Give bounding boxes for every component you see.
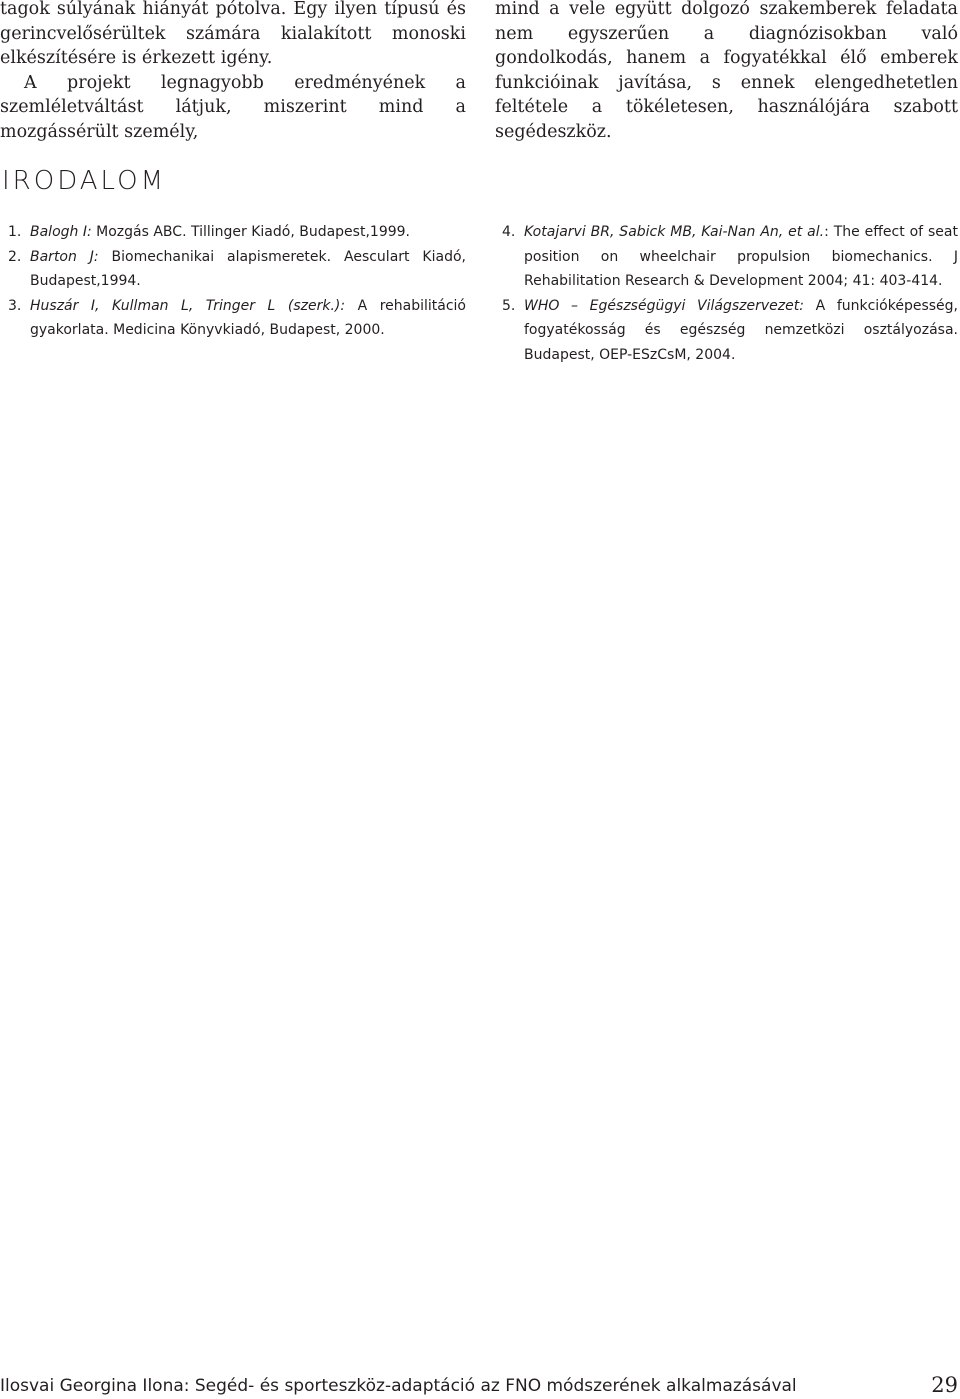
reference-body	[524, 220, 958, 294]
reference-authors: Balogh I:	[30, 224, 92, 240]
references-heading: IRODALOM	[2, 166, 167, 196]
reference-body	[30, 220, 466, 245]
reference-text: : The effect of seat position on wheelchair propulsion biomechanics. J Rehabilitation Research & Development 2004; 41: 403-414.	[524, 224, 958, 289]
reference-number: 1.	[8, 224, 22, 240]
left-paragraph-1: tagok súlyának hiányát pótolva. Egy ilyen típusú és gerincvelősérültek számára kialakított monoski elkészítésére is érkezett igény.	[0, 0, 466, 68]
reference-text: Biomechanikai alapismeretek. Aesculart Kiadó, Budapest,1994.	[30, 248, 466, 289]
references-list-left	[8, 220, 466, 343]
reference-body	[30, 245, 466, 294]
running-title: Ilosvai Georgina Ilona: Segéd- és sporteszköz-adaptáció az FNO módszerének alkalmazásával	[0, 1376, 797, 1396]
left-paragraph-2: A projekt legnagyobb eredményének a szemléletváltást látjuk, miszerint mind a mozgássérült személy,	[0, 72, 466, 142]
reference-body	[30, 294, 466, 343]
reference-number: 5.	[502, 297, 516, 314]
reference-number: 4.	[502, 224, 516, 240]
reference-number: 2.	[8, 248, 22, 265]
right-paragraph-1: mind a vele együtt dolgozó szakemberek feladata nem egyszerűen a diagnózisokban való gondolkodás, hanem a fogyatékkal élő emberek funkcióinak javítása, s ennek elengedhetetlen feltétele a tökéletesen, használójára szabott segédeszköz.	[495, 0, 958, 142]
references-list-right	[502, 220, 958, 367]
reference-authors: Huszár I, Kullman L, Tringer L (szerk.):	[30, 297, 346, 314]
reference-authors: Barton J:	[30, 248, 99, 265]
reference-item-4	[502, 220, 958, 294]
reference-number: 3.	[8, 297, 22, 314]
left-text-column	[0, 0, 466, 144]
page-number: 29	[931, 1373, 958, 1397]
reference-authors: WHO – Egészségügyi Világszervezet:	[524, 297, 804, 314]
reference-text: A rehabilitáció gyakorlata. Medicina Könyvkiadó, Budapest, 2000.	[30, 297, 466, 338]
reference-item-5	[502, 294, 958, 368]
right-text-column	[495, 0, 958, 144]
reference-authors: Kotajarvi BR, Sabick MB, Kai-Nan An, et al.	[524, 224, 825, 240]
reference-item-3	[8, 294, 466, 343]
reference-body	[524, 294, 958, 368]
reference-text: A funkcióképesség, fogyatékosság és egészség nemzetközi osztályozása. Budapest, OEP-ESzCsM, 2004.	[524, 297, 959, 363]
reference-text: Mozgás ABC. Tillinger Kiadó, Budapest,1999.	[91, 224, 410, 240]
reference-item-1	[8, 220, 466, 245]
page-footer	[0, 1373, 960, 1399]
reference-item-2	[8, 245, 466, 294]
